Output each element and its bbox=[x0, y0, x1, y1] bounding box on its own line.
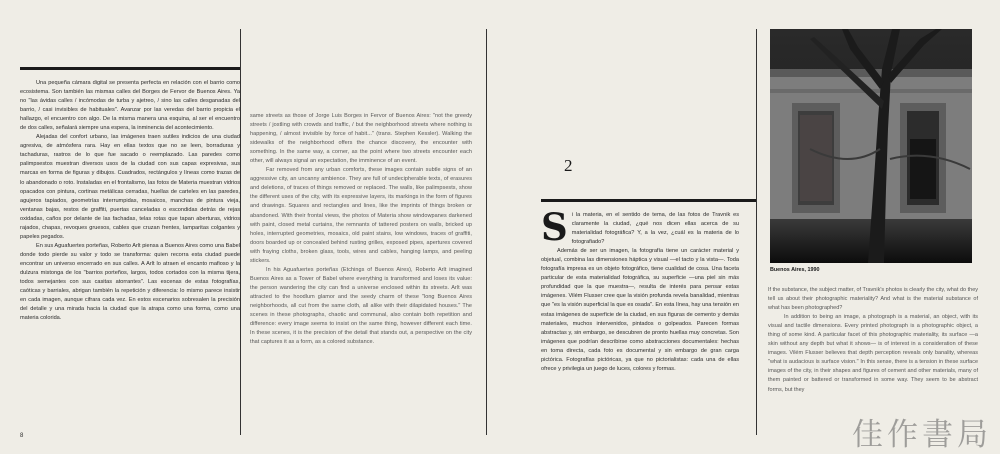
paragraph: same streets as those of Jorge Luis Borges in Fervor of Buenos Aires: "not the greedy streets / jostling with crowds and traffic, / but the neighborhood streets where nothing is happening, / almost invisible by force of habit..." (trans. Stephen Kessler). Walking the sidewalks of the neighborhood offers the chance discovery, the encounter with something. In the same way, a corner, as the point where two streets encounter each other, will always signal an expectation, the imminence of an event. bbox=[250, 113, 472, 165]
paragraph: Además de ser un imagen, la fotografía tiene un carácter material y objetual, combina las dimensiones háptica y visual —el tacto y la vista—. Toda fotografía impresa es un objeto fotográfico, tiene cualidad de cosa. Una faceta particular de esta materialidad fotográfica, su superficie —una piel sin más profundidad que la que muestra—, resulta de interés para pensar estas imágenes. Vilém Flusser cree que la visión profunda revela banalidad, mientras que "es la visión superficial la que es osada". En esta línea, hay una tensión en estas imágenes de superficie de la ciudad, en sus figuras de cemento y demás materiales, muchos intervenidos, pintados o golpeados. Parecen formas abstractas y, sin embargo, se descubren de pronto huellas muy concretas. Son imágenes que podrían describirse como abstracciones documentales: hechas en toma directa, cada foto es documental y sin embargo de gran carga pictórica. Fotografías pictóricas, ya que no pictorialistas: cada una de ellas ofrece y privilegia un juego de luces, colores y formas. bbox=[541, 248, 739, 372]
photo-graphic bbox=[770, 29, 972, 263]
paragraph: In his Aguafuertes porteñas (Etchings of Buenos Aires), Roberto Arlt imagined Buenos Aires as a Tower of Babel where everything is transformed and loses its value: the person wandering the city can find a universe enclosed within its streets. Arlt was attracted to the hoodlum glamor and the seedy charm of these "long Buenos Aires neighborhoods, all cut from the same cloth, all alike with their dilapidated houses." The scenes in these photographs, chaotic and communal, also contain both repetition and difference: every image seems to insist on the same thing, however different each time. In these scenes, it is the precision of the detail that stands out, a perspective on the city that captures it as a form, as a colored substance. bbox=[250, 266, 472, 346]
text-column-en-1 bbox=[250, 112, 472, 347]
paragraph bbox=[541, 205, 739, 249]
column-divider-3 bbox=[756, 29, 757, 435]
paragraph: In addition to being an image, a photograph is a material, an object, with its visual and tactile dimensions. Every printed photograph is a photographic object, a thing of some kind. A particular facet of this photographic materiality, its surface —a skin without any depth but what it shows— is of interest in a consideration of these images. Vilém Flusser believes that depth perception reveals only banality, whereas "what is audacious is surface vision." In this sense, there is a tension in these surface images of the city, in their shapes and figures of cement and other materials, many of them painted or battered or transformed in some way. They seem to be abstract forms, but they bbox=[768, 314, 978, 393]
text-column-en-2 bbox=[768, 286, 978, 395]
column-divider-1 bbox=[240, 29, 241, 435]
paragraph: En sus Aguafuertes porteñas, Roberto Arlt piensa a Buenos Aires como una Babel donde todo pierde su valor y todo se transforma: quien recorra esta ciudad puede encontrar un universo encerrado en sus calles. A Arlt lo atraen el encanto mafioso y la dulzura mistonga de los "barrios porteños, largos, todos cortados con la misma tijera, todos semejantes con sus casitas atorrantes". Las escenas de estas fotografías, caóticas y barriales, abrigan también la repetición y diferencia: lo mismo parece insistir en cada imagen, aunque cifrara cada vez. En estos escenarios sobresalen la precisión del detalle y una mirada hacia la ciudad que la atrapa como una forma, como una materia colorida. bbox=[20, 242, 240, 322]
street-photo bbox=[770, 29, 972, 263]
paragraph: Una pequeña cámara digital se presenta perfecta en relación con el barrio como ecosistema. Son también las mismas calles del Borges de Fervor de Buenos Aires. Ya no "las ávidas calles / incómodas de turba y ajetreo, / sino las calles desganadas del barrio, / casi invisibles de habituales". Avanzar por las veredas del barrio propicia el hallazgo, el encuentro con algo. De la misma manera una esquina, al ser el encuentro de dos calles, señalará siempre una espera, la inminencia del acontecimiento. bbox=[20, 80, 240, 132]
paragraph: If the substance, the subject matter, of Travnik's photos is clearly the city, what do they tell us about their photographic materiality? And what is the material substance of what has been photographed? bbox=[768, 287, 978, 312]
top-rule-right bbox=[541, 199, 756, 202]
top-rule-left bbox=[20, 67, 240, 70]
paragraph-text: i la materia, en el sentido de tema, de las fotos de Travnik es claramente la ciudad, ¿qué nos dicen ellas acerca de su materialidad fotográfica? Y, a la vez, ¿cuál es la materia de lo fotografiado? bbox=[571, 212, 739, 246]
paragraph: Far removed from any urban comforts, these images contain subtle signs of an aggressive city, an uncanny ambience. They are full of undecipherable texts, of erasures and deletions, of traces of things removed or replaced. The walls, like palimpsests, show the different uses of the city, with its expressive layers, its markings in the form of figures and drawings. Squares and rectangles and lines, like the imprints of things broken or abandoned. With their frontal views, the photos of Materia show windowpanes darkened with paint, closed metal curtains, the remnants of tattered posters on walls, bricked up holes, interrupted geometries, mosaics, old paint stains, low windows, traces of graffiti, doors boarded up or concealed behind rusting grilles, exposed pipes, apertures covered with fraying cloths, broken glass, tools, wires and cables, hanging lamps, and peeling stickers. bbox=[250, 167, 472, 264]
photo-caption: Buenos Aires, 1990 bbox=[770, 267, 820, 273]
publisher-watermark: 佳作書局 bbox=[852, 417, 992, 453]
section-number: 2 bbox=[564, 156, 573, 175]
text-column-es-1 bbox=[20, 79, 240, 323]
page-number: 8 bbox=[20, 433, 24, 439]
text-column-es-2 bbox=[541, 205, 739, 374]
drop-cap: S bbox=[541, 205, 568, 249]
column-divider-2 bbox=[486, 29, 487, 435]
paragraph: Alejadas del confort urbano, las imágenes traen sutiles indicios de una ciudad agresiva, de atmósfera rara. Hay en ellas textos que no se leen, borraduras y tachaduras, rastros de lo que fue sacado o reemplazado. Las paredes como palimpsestos muestran diversos usos de la ciudad con sus capas expresivas, sus marcas en forma de figuras y dibujos. Cuadrados, rectángulos y líneas como trazas de lo abandonado o roto. Instaladas en el frontalismo, las fotos de Materia muestran vidrios opacados con pintura, cortinas metálicas cerradas, huellas de carteles en las paredes, agujeros tapiados, geometrías interrumpidas, mosaicos, manchas de pintura vieja, ventanas bajas, restos de graffiti, puertas canceladas o escondidas detrás de rejas oxidadas, caños por delante de las fachadas, telas rotas que tapan aberturas, vidrios rajados, chapas, revoques gruesos, cables que cruzan frentes, lamparitas colgantes y papeles pegados. bbox=[20, 134, 240, 240]
